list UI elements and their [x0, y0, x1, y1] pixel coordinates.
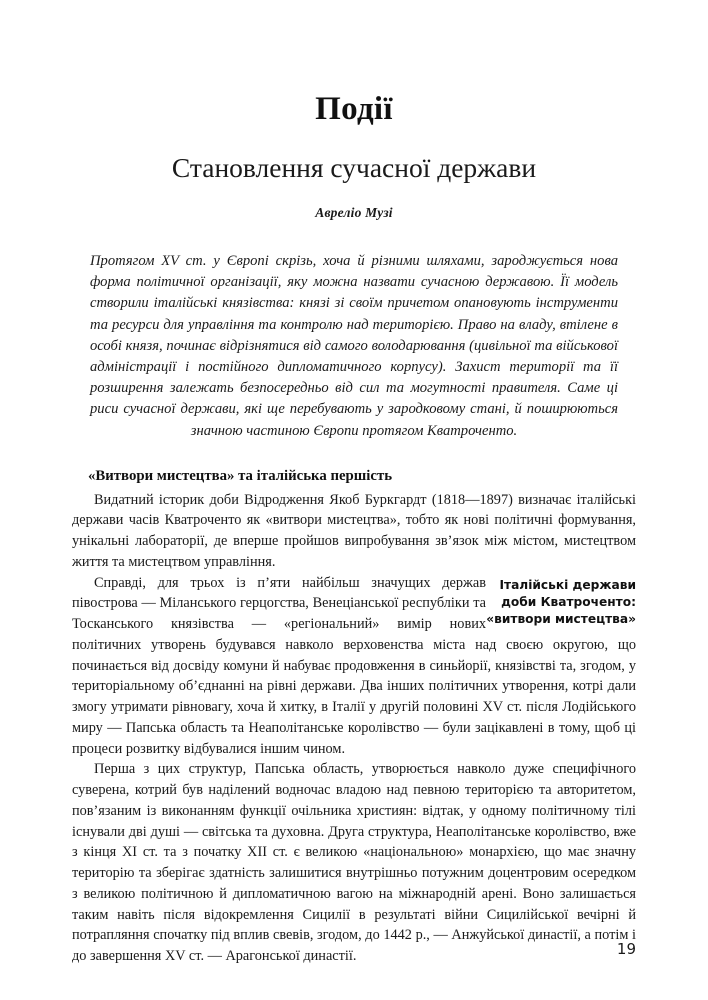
epigraph-block: Протягом XV ст. у Європі скрізь, хоча й різними шляхами, зароджується нова форма політичної організації, яку можна назвати сучасною державою. Її модель створили італійські князівства: князі зі своїм причетом опановують інструменти та ресурси для управління та контролю над територією. Право на владу, втілене в особі князя, починає відрізнятися від самого володарювання (цивільної та військової адміністрації і постійного дипломатичного корпусу). Захист території та її розширення залежать безпосередньо від сил та могутності правителя. Саме ці риси сучасної держави, які ще перебувають у зародковому стані, й поширюються значною частиною Європи протягом Кватроченто.	[90, 252, 618, 439]
body-paragraph: Справді, для трьох із п’яти найбільш значущих держав півострова — Міланського герцогства, Венеціанської республіки та Тосканського князівства — «регіональний» вимір нових політичних утворень будувався навколо верховенства міста над своєю округою, що починається від досвіду комуни й набуває продовження в синьйорії, князівстві та, згодом, у територіальному об’єднанні на рівні держави. Два інших політичних утворення, котрі дали змогу утримати рівновагу, хоча й хитку, в Італії у другій половині XV ст. після Лодійського миру — Папська область та Неаполітанське королівство — були зацікавлені в тому, щоб ці процеси розвитку відбувалися іншим чином.	[72, 574, 636, 757]
chapter-subtitle: Становлення сучасної держави	[171, 151, 537, 183]
author-byline: Авреліо Музі	[315, 204, 393, 220]
body-block	[72, 490, 636, 967]
margin-callout-line-2: доби Кватроченто:	[501, 594, 636, 609]
page-number: 19	[616, 940, 636, 958]
margin-callout	[486, 577, 636, 629]
page-masthead	[72, 0, 636, 221]
margin-callout-line-3: «витвори мистецтва»	[486, 612, 636, 627]
body-paragraph: Перша з цих структур, Папська область, утворюється навколо дуже специфічного суверена, котрий був наділений водночас владою над певною територією та авторитетом, пов’язаним із виконанням функції очільника християн: відтак, у одному політичному тілі існували дві душі — світська та духовна. Друга структура, Неаполітанське королівство, вже з кінця XI ст. та з початку XII ст. є великою «національною» монархією, що має значну територію та зберігає здатність залишитися внутрішньо потужним доцентровим осередком з великою політичною й дипломатичною вагою на міжнародній арені. Воно залишається таким навіть після відокремлення Сицилії в результаті війни Сицилійської вечірні й потрапляння спочатку під вплив свевів, згодом, до 1442 р., — Анжуйської династії, а потім і до завершення XV ст. — Арагонської династії.	[72, 761, 636, 965]
margin-callout-line-1: Італійські держави	[499, 577, 636, 592]
chapter-title: Події	[315, 91, 393, 127]
body-paragraph: Видатний історик доби Відродження Якоб Буркгардт (1818—1897) визначає італійські держави часів Кватроченто як «витвори мистецтва», тобто як нові політичні формування, унікальні лабораторії, де вперше пройшов випробування зв’язок між містом, мистецтвом життя та мистецтвом управління.	[72, 491, 636, 570]
section-heading: «Витвори мистецтва» та італійська першість	[88, 467, 393, 484]
